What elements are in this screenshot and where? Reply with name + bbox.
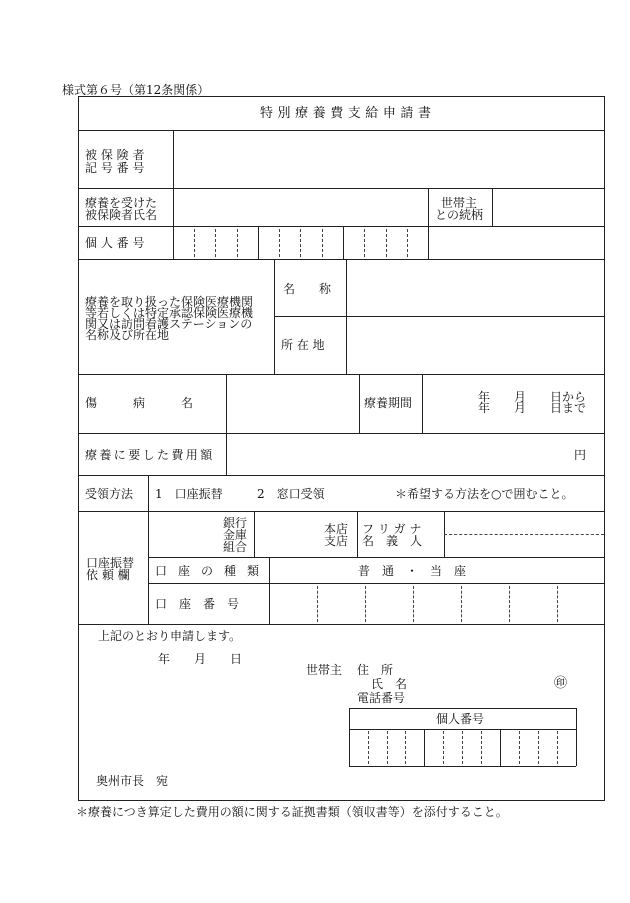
relation-label-2: との続柄 bbox=[435, 208, 484, 222]
relation-label-1: 世帯主 bbox=[441, 196, 478, 210]
period-from: 年 月 日から bbox=[478, 390, 587, 404]
householder-label: 世帯主 bbox=[306, 663, 343, 677]
insured-symbol-field[interactable] bbox=[175, 132, 603, 187]
recipient-label-1: 療養を受けた bbox=[85, 196, 158, 210]
insured-symbol-label-2: 記 号 番 号 bbox=[85, 161, 145, 175]
transfer-label-1: 口座振替 bbox=[86, 556, 135, 570]
bank-label-2: 金庫 bbox=[223, 528, 248, 542]
addressee: 奥州市長 宛 bbox=[96, 774, 169, 788]
period-to: 年 月 日まで bbox=[478, 401, 587, 415]
phone-field[interactable] bbox=[410, 688, 590, 704]
institution-label-3: 関又は訪問看護ステーションの bbox=[85, 317, 253, 331]
form-title: 特別療養費支給申請書 bbox=[260, 106, 436, 121]
bank-label-3: 組合 bbox=[223, 540, 248, 554]
form-number: 様式第６号（第12条関係） bbox=[62, 83, 210, 97]
account-number-field[interactable] bbox=[271, 585, 603, 623]
yen-unit: 円 bbox=[574, 448, 587, 462]
method-note: ＊希望する方法を○で囲むこと。 bbox=[395, 487, 574, 501]
institution-label-1: 療養を取り扱った保険医療機関 bbox=[85, 295, 254, 309]
bank-name-field[interactable] bbox=[150, 513, 220, 555]
illness-label: 傷 病 名 bbox=[85, 396, 194, 410]
recipient-name-field[interactable] bbox=[175, 190, 427, 225]
personal-number-field[interactable] bbox=[175, 228, 427, 258]
declarant-personal-number-field[interactable] bbox=[351, 731, 575, 765]
institution-name-field[interactable] bbox=[348, 261, 603, 315]
insured-symbol-label-1: 被 保 険 者 bbox=[85, 148, 145, 162]
institution-address-field[interactable] bbox=[348, 318, 603, 373]
account-type-options[interactable]: 普 通 ・ 当 座 bbox=[358, 564, 467, 578]
declaration-date: 年 月 日 bbox=[158, 652, 243, 666]
furigana-label: フ リ ガ ナ bbox=[362, 522, 422, 536]
name-label: 氏 名 bbox=[371, 677, 408, 691]
institution-label-4: 名称及び所在地 bbox=[85, 328, 170, 342]
method-label: 受領方法 bbox=[85, 487, 134, 501]
institution-name-label: 名 称 bbox=[283, 282, 332, 296]
furigana-field[interactable] bbox=[446, 513, 603, 533]
personal-number-label: 個 人 番 号 bbox=[85, 236, 145, 250]
branch-name-field[interactable] bbox=[256, 513, 320, 555]
bank-label-1: 銀行 bbox=[223, 516, 248, 530]
institution-label-2: 等若しくは特定承認保険医療機 bbox=[85, 306, 254, 320]
period-label: 療養期間 bbox=[364, 396, 413, 410]
relation-field[interactable] bbox=[494, 190, 603, 225]
holder-label: 名 義 人 bbox=[362, 534, 423, 548]
address-label: 住 所 bbox=[357, 663, 394, 677]
branch-label-2: 支店 bbox=[324, 534, 349, 548]
cost-field[interactable] bbox=[228, 435, 568, 474]
recipient-label-2: 被保険者氏名 bbox=[85, 208, 158, 222]
personal-number-box-label: 個人番号 bbox=[436, 712, 485, 726]
footer-note: ＊療養につき算定した費用の額に関する証拠書類（領収書等）を添付すること。 bbox=[76, 805, 508, 819]
phone-label: 電話番号 bbox=[357, 691, 406, 705]
account-number-label: 口 座 番 号 bbox=[155, 597, 240, 611]
seal-mark: ㊞ bbox=[554, 676, 568, 691]
account-type-label: 口 座 の 種 類 bbox=[155, 564, 263, 578]
cost-label: 療養に要した費用額 bbox=[85, 448, 215, 462]
branch-label-1: 本店 bbox=[324, 522, 349, 536]
illness-field[interactable] bbox=[228, 376, 358, 432]
method-option-counter[interactable]: 2 窓口受領 bbox=[257, 487, 325, 501]
institution-address-label: 所 在 地 bbox=[281, 338, 325, 352]
holder-field[interactable] bbox=[446, 536, 603, 556]
declaration-statement: 上記のとおり申請します。 bbox=[98, 629, 242, 643]
transfer-label-2: 依 頼 欄 bbox=[86, 568, 130, 582]
method-option-transfer[interactable]: 1 口座振替 bbox=[155, 487, 223, 501]
